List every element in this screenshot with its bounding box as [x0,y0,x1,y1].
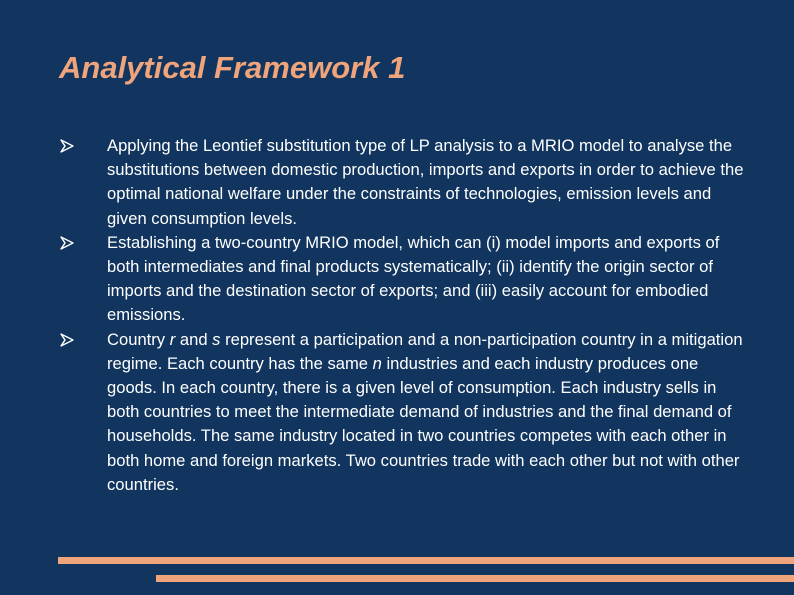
italic-variable: n [372,353,382,373]
arrow-bullet-icon [60,236,74,250]
bullet-item [60,231,750,328]
bullet-text [107,233,719,325]
bullet-item [60,328,750,497]
bullet-text-segment: and [175,329,213,349]
bullet-item [60,134,750,231]
bullet-list [60,134,750,497]
bullet-text-segment: Country [107,329,170,349]
bullet-text-segment: Applying the Leontief substitution type of LP analysis to a MRIO model to analyse the substitutions between domestic production, imports and exports in order to achieve the optimal national welfare under the constraints of technologies, emission levels and given consumption levels. [107,136,744,228]
italic-variable: r [169,329,176,349]
bullet-text-segment: represent a participation and a non-participation country in a mitigation regime. Each country has the same [107,329,743,373]
italic-variable: s [212,329,221,349]
arrow-bullet-icon [60,333,74,347]
decorative-rule-top [58,557,794,564]
bullet-text [107,136,743,228]
slide-title: Analytical Framework 1 [59,50,406,85]
bullet-text-segment: industries and each industry produces one goods. In each country, there is a given level of consumption. Each industry sells in both countries to meet the intermediate demand of industries and the final demand of households. The same industry located in two countries competes with each other in both home and foreign markets. Two countries trade with each other but not with other countries. [107,353,740,494]
arrow-bullet-icon [60,139,74,153]
bullet-text-segment: Establishing a two-country MRIO model, which can (i) model imports and exports of both intermediates and final products systematically; (ii) identify the origin sector of imports and the destination sector of exports; and (iii) easily account for embodied emissions. [107,232,720,325]
bullet-text [107,330,743,494]
decorative-rule-bottom [156,575,794,582]
